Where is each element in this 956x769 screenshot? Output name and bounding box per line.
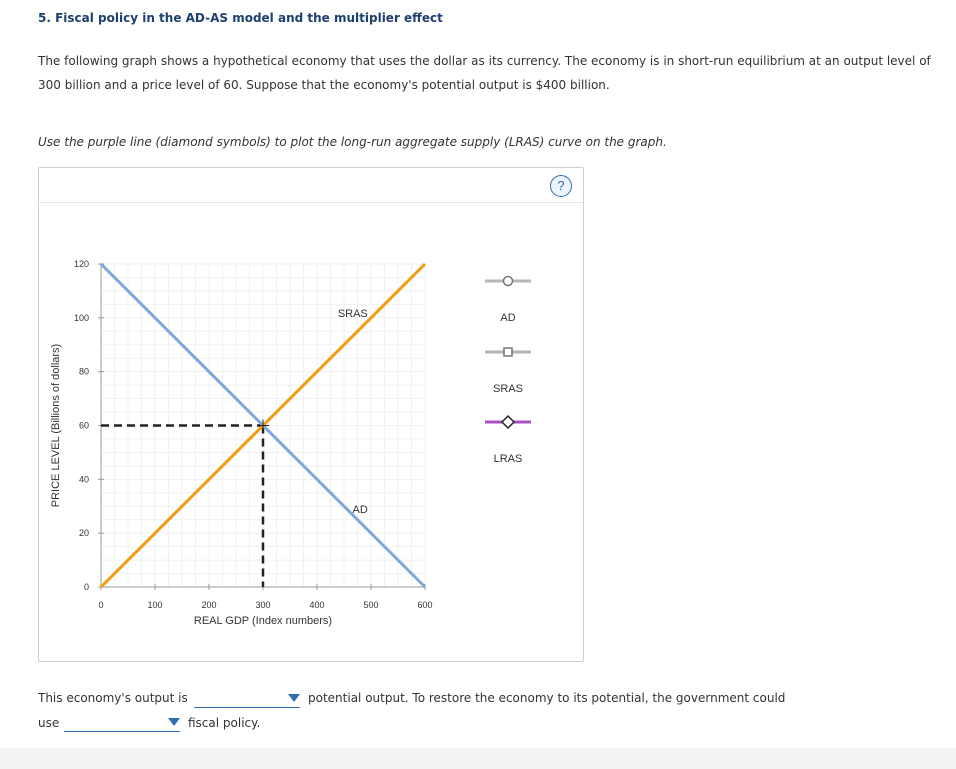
chevron-down-icon [288, 694, 300, 702]
ad-curve-label: AD [352, 503, 368, 516]
y-tick-label: 120 [73, 259, 89, 269]
ad-as-chart[interactable] [39, 168, 583, 661]
ad-legend-marker[interactable] [504, 277, 513, 286]
y-tick-label: 60 [78, 420, 89, 431]
x-tick-label: 500 [363, 600, 379, 610]
sras-legend-label: SRAS [493, 383, 523, 395]
ad-legend-label: AD [500, 312, 516, 324]
y-tick-label: 20 [78, 528, 89, 539]
help-button[interactable]: ? [550, 175, 572, 197]
lras-legend-label: LRAS [493, 453, 523, 465]
output-comparison-dropdown[interactable] [194, 691, 300, 708]
question-1-prefix: This economy's output is [38, 691, 188, 705]
fiscal-policy-type-dropdown[interactable] [64, 715, 180, 732]
x-tick-label: 100 [147, 600, 163, 610]
x-tick-label: 400 [309, 600, 325, 610]
sras-legend-marker[interactable] [504, 348, 512, 356]
question-2-suffix: fiscal policy. [188, 716, 261, 730]
y-tick-label: 100 [73, 312, 89, 323]
instruction-text: Use the purple line (diamond symbols) to plot the long-run aggregate supply (LRAS) curve on the graph. [38, 135, 667, 149]
x-tick-label: 0 [98, 600, 104, 610]
page-title: 5. Fiscal policy in the AD-AS model and the multiplier effect [38, 11, 443, 25]
chevron-down-icon [168, 718, 180, 726]
y-tick-label: 40 [78, 474, 89, 485]
x-tick-label: 300 [255, 600, 271, 610]
sras-curve-label: SRAS [337, 308, 368, 321]
graph-panel [38, 167, 584, 662]
footer-bar [0, 748, 956, 769]
lras-legend-marker[interactable] [502, 416, 514, 428]
y-axis-title: PRICE LEVEL (Billions of dollars) [50, 343, 62, 508]
question-2-prefix: use [38, 716, 60, 730]
x-tick-label: 600 [417, 600, 433, 610]
question-1-suffix: potential output. To restore the economy to its potential, the government could [308, 691, 786, 705]
y-tick-label: 80 [78, 366, 89, 377]
x-tick-label: 200 [201, 600, 217, 610]
x-axis-title: REAL GDP (Index numbers) [193, 615, 333, 627]
intro-text: The following graph shows a hypothetical economy that uses the dollar as its currency. The economy is in short-run equilibrium at an output level of 300 billion and a price level of 60. Suppose that the economy's potential output is $400 billion. [38, 54, 931, 92]
y-tick-label: 0 [83, 582, 89, 592]
